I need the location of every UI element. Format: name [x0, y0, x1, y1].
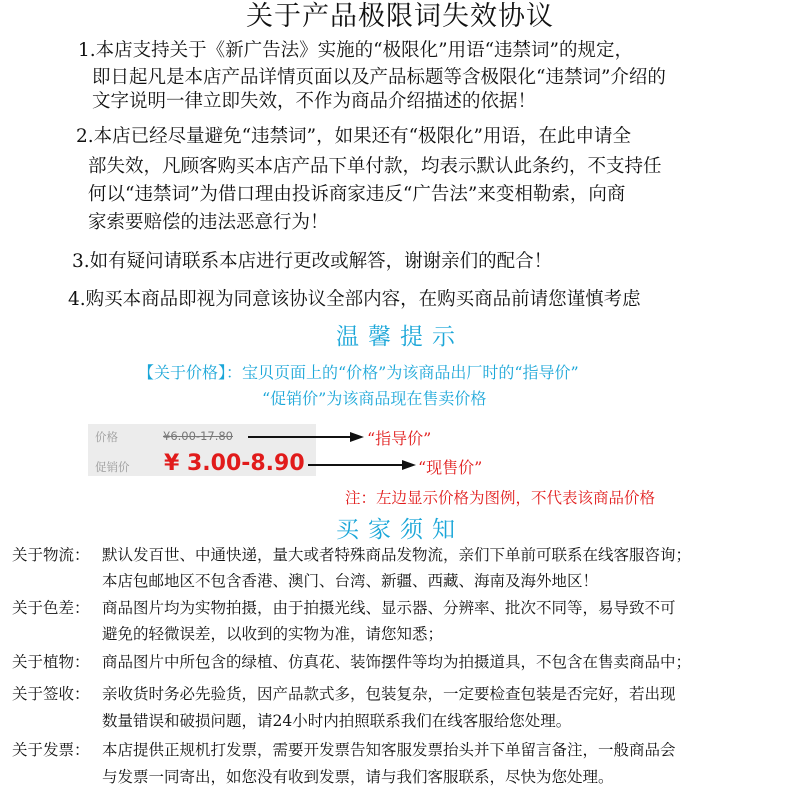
logistics-line-2: 本店包邮地区不包含香港、澳门、台湾、新疆、西藏、海南及海外地区！ [102, 572, 599, 590]
current-price-label: “现售价” [418, 458, 483, 477]
agreement-item-3: 3.如有疑问请联系本店进行更改或解答，谢谢亲们的配合！ [72, 251, 553, 272]
logistics-line-1: 默认发百世、中通快递，量大或者特殊商品发物流，亲们下单前可联系在线客服咨询； [102, 546, 692, 564]
plants-line-1: 商品图片中所包含的绿植、仿真花、装饰摆件等均为拍摄道具，不包含在售卖商品中； [102, 653, 692, 671]
current-price-arrowhead [402, 460, 416, 470]
buyer-notice-title: 买家须知 [336, 517, 464, 543]
color-label: 关于色差： [12, 599, 90, 617]
agreement-item-1-line-1: 1.本店支持关于《新广告法》实施的“极限化”用语“违禁词”的规定， [78, 40, 633, 61]
promo-price-label: 促销价 [95, 460, 130, 474]
agreement-item-4: 4.购买本商品即视为同意该协议全部内容，在购买商品前请您谨慎考虑 [68, 289, 641, 310]
color-line-2: 避免的轻微误差，以收到的实物为准，请您知悉； [102, 625, 444, 643]
signing-line-2: 数量错误和破损问题，请24小时内拍照联系我们在线客服给您处理。 [102, 712, 572, 730]
agreement-item-2-line-2: 部失效，凡顾客购买本店产品下单付款，均表示默认此条约，不支持任 [88, 156, 662, 177]
signing-label: 关于签收： [12, 685, 90, 703]
promo-price: ¥ 3.00-8.90 [164, 451, 305, 476]
agreement-item-2-line-1: 2.本店已经尽量避免“违禁词”，如果还有“极限化”用语，在此申请全 [76, 126, 631, 147]
agreement-item-1-line-2: 即日起凡是本店产品详情页面以及产品标题等含极限化“违禁词”介绍的 [92, 67, 666, 88]
price-label: 价格 [95, 430, 118, 444]
guide-price-arrowhead [350, 432, 364, 442]
original-price: ¥6.00-17.80 [163, 429, 233, 443]
page-title: 关于产品极限词失效协议 [246, 1, 554, 32]
color-line-1: 商品图片均为实物拍摄，由于拍摄光线、显示器、分辨率、批次不同等，易导致不可 [102, 599, 676, 617]
invoice-line-1: 本店提供正规机打发票，需要开发票告知客服发票抬头并下单留言备注，一般商品会 [102, 741, 676, 759]
price-explanation-line-1: 【关于价格】：宝贝页面上的“价格”为该商品出厂时的“指导价” [138, 363, 579, 382]
signing-line-1: 亲收货时务必先验货，因产品款式多，包装复杂，一定要检查包装是否完好，若出现 [102, 685, 676, 703]
plants-label: 关于植物： [12, 653, 90, 671]
guide-price-label: “指导价” [367, 429, 432, 448]
price-example-note: 注：左边显示价格为图例，不代表该商品价格 [345, 489, 656, 507]
invoice-label: 关于发票： [12, 741, 90, 759]
logistics-label: 关于物流： [12, 546, 90, 564]
agreement-item-2-line-3: 何以“违禁词”为借口理由投诉商家违反“广告法”来变相勒索，向商 [88, 184, 626, 205]
hint-title: 温馨提示 [336, 324, 464, 350]
agreement-item-1-line-3: 文字说明一律立即失效，不作为商品介绍描述的依据！ [92, 91, 537, 112]
price-explanation-line-2: “促销价”为该商品现在售卖价格 [262, 389, 487, 408]
invoice-line-2: 与发票一同寄出，如您没有收到发票，请与我们客服联系，尽快为您处理。 [102, 768, 614, 786]
agreement-item-2-line-4: 家索要赔偿的违法恶意行为！ [88, 212, 329, 233]
